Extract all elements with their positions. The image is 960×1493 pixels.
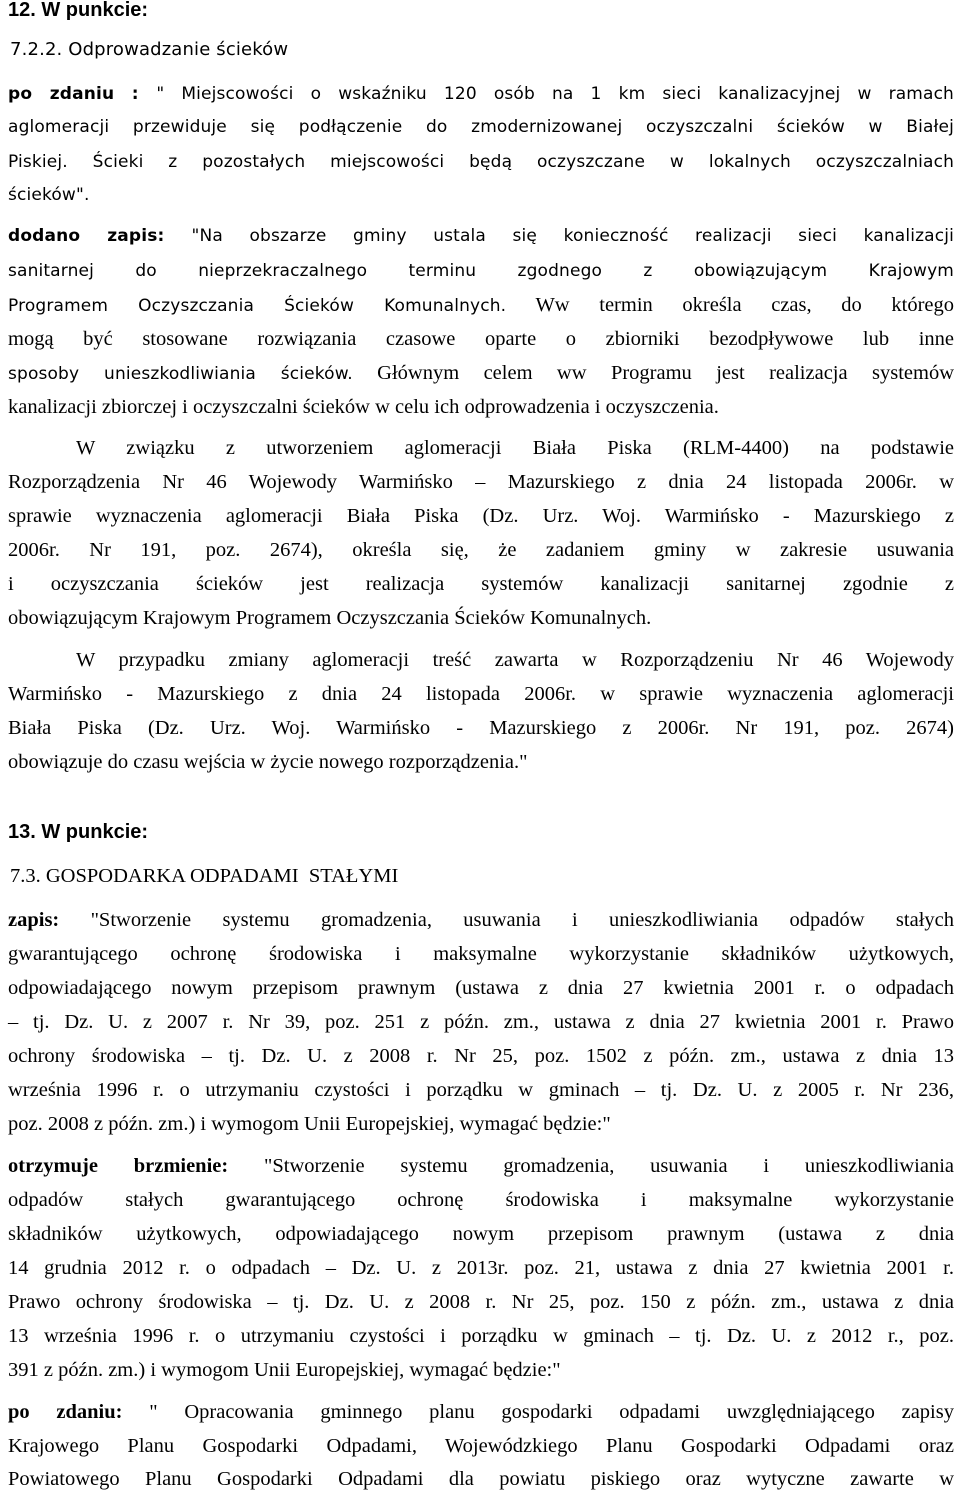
text-run: Programem Oczyszczania Ścieków Komunalnych.: [8, 296, 507, 316]
section-13-subheading: [10, 862, 956, 890]
paragraph-label: otrzymuje brzmienie:: [8, 1155, 264, 1177]
paragraph-line: 13 września 1996 r. o utrzymaniu czystości i porządku w gminach – tj. Dz. U. z 2012 r., poz.: [8, 1325, 954, 1347]
paragraph-line: odpadów stałych gwarantującego ochronę środowiska i maksymalne wykorzystanie: [8, 1189, 954, 1211]
paragraph-label: po zdaniu :: [8, 84, 157, 104]
paragraph-label: po zdaniu:: [8, 1401, 150, 1423]
paragraph-line: [8, 1398, 954, 1426]
text-run: Głównym celem ww Programu jest realizacja systemów: [352, 362, 955, 384]
subsection-title: Odprowadzanie ścieków: [62, 39, 289, 60]
paragraph-line: poz. 2008 z późn. zm.) i wymogom Unii Europejskiej, wymagać będzie:": [8, 1113, 611, 1135]
paragraph-line: [8, 80, 954, 108]
paragraph-line: Rozporządzenia Nr 46 Wojewody Warmińsko – Mazurskiego z dnia 24 listopada 2006r. w: [8, 471, 954, 493]
subsection-number: 7.2.2.: [10, 39, 63, 60]
paragraph-line: Prawo ochrony środowiska – tj. Dz. U. z 2008 r. Nr 25, poz. 150 z późn. zm., ustawa z dnia: [8, 1291, 954, 1313]
paragraph-line: W związku z utworzeniem aglomeracji Biała Piska (RLM-4400) na podstawie: [76, 437, 954, 459]
text-run: " Miejscowości o wskaźniku 120 osób na 1 km sieci kanalizacyjnej w ramach: [156, 84, 954, 104]
paragraph-line: Piskiej. Ścieki z pozostałych miejscowości będą oczyszczane w lokalnych oczyszczalniach: [8, 152, 954, 172]
text-run: sposoby unieszkodliwiania ścieków.: [8, 364, 353, 384]
paragraph-line: 391 z późn. zm.) i wymogom Unii Europejskiej, wymagać będzie:": [8, 1359, 561, 1381]
paragraph-line: – tj. Dz. U. z 2007 r. Nr 39, poz. 251 z późn. zm., ustawa z dnia 27 kwietnia 2001 r. Prawo: [8, 1011, 954, 1033]
section-12-heading: 12. W punkcie:: [8, 0, 149, 21]
paragraph-line: obowiązuje do czasu wejścia w życie nowego rozporządzenia.": [8, 751, 528, 773]
paragraph-line: [8, 1152, 954, 1180]
paragraph-line: odpowiadającego nowym przepisom prawnym (ustawa z dnia 27 kwietnia 2001 r. o odpadach: [8, 977, 954, 999]
paragraph-line: mogą być stosowane rozwiązania czasowe oparte o zbiorniki bezodpływowe lub inne: [8, 328, 954, 350]
paragraph-line: W przypadku zmiany aglomeracji treść zawarta w Rozporządzeniu Nr 46 Wojewody: [76, 649, 954, 671]
text-run: "Na obszarze gminy ustala się konieczność realizacji sieci kanalizacji: [191, 226, 954, 246]
paragraph-line: 2006r. Nr 191, poz. 2674), określa się, że zadaniem gminy w zakresie usuwania: [8, 539, 954, 561]
paragraph-line: Biała Piska (Dz. Urz. Woj. Warmińsko - Mazurskiego z 2006r. Nr 191, poz. 2674): [8, 717, 954, 739]
text-run: "Stworzenie systemu gromadzenia, usuwania i unieszkodliwiania odpadów stałych: [90, 909, 954, 931]
paragraph-line: [8, 359, 954, 388]
paragraph-line: aglomeracji przewiduje się podłączenie do zmodernizowanej oczyszczalni ścieków w Białej: [8, 117, 954, 137]
paragraph-line: sprawie wyznaczenia aglomeracji Biała Piska (Dz. Urz. Woj. Warmińsko - Mazurskiego z: [8, 505, 954, 527]
paragraph-line: Powiatowego Planu Gospodarki Odpadami dla powiatu piskiego oraz wytyczne zawarte w: [8, 1468, 954, 1490]
paragraph-label: zapis:: [8, 909, 91, 931]
paragraph-line: kanalizacji zbiorczej i oczyszczalni ścieków w celu ich odprowadzenia i oczyszczenia.: [8, 396, 719, 418]
text-run: "Stworzenie systemu gromadzenia, usuwania i unieszkodliwiania: [264, 1155, 954, 1177]
paragraph-line: gwarantującego ochronę środowiska i maksymalne wykorzystanie składników użytkowych,: [8, 943, 954, 965]
paragraph-line: [8, 222, 954, 250]
paragraph-line: [8, 906, 954, 934]
paragraph-line: ścieków".: [8, 185, 90, 205]
text-run: " Opracowania gminnego planu gospodarki odpadami uwzględniającego zapisy: [149, 1401, 954, 1423]
paragraph-line: i oczyszczania ścieków jest realizacja systemów kanalizacji sanitarnej zgodnie z: [8, 573, 954, 595]
paragraph-line: sanitarnej do nieprzekraczalnego terminu zgodnego z obowiązującym Krajowym: [8, 261, 954, 281]
paragraph-label: dodano zapis:: [8, 226, 192, 246]
subsection-title: GOSPODARKA ODPADAMI STAŁYMI: [40, 865, 399, 887]
paragraph-line: 14 grudnia 2012 r. o odpadach – Dz. U. z 2013r. poz. 21, ustawa z dnia 27 kwietnia 2001 r.: [8, 1257, 954, 1279]
paragraph-line: września 1996 r. o utrzymaniu czystości i porządku w gminach – tj. Dz. U. z 2005 r. Nr 236,: [8, 1079, 954, 1101]
section-13-heading: 13. W punkcie:: [8, 821, 149, 843]
paragraph-line: Krajowego Planu Gospodarki Odpadami, Wojewódzkiego Planu Gospodarki Odpadami oraz: [8, 1435, 954, 1457]
paragraph-line: Warmińsko - Mazurskiego z dnia 24 listopada 2006r. w sprawie wyznaczenia aglomeracji: [8, 683, 954, 705]
text-run: Ww termin określa czas, do którego: [506, 294, 954, 316]
paragraph-line: składników użytkowych, odpowiadającego nowym przepisom prawnym (ustawa z dnia: [8, 1223, 954, 1245]
paragraph-line: ochrony środowiska – tj. Dz. U. z 2008 r. Nr 25, poz. 1502 z późn. zm., ustawa z dnia 13: [8, 1045, 954, 1067]
section-12-subheading: [10, 36, 888, 64]
paragraph-line: obowiązującym Krajowym Programem Oczyszczania Ścieków Komunalnych.: [8, 607, 652, 629]
subsection-number: 7.3.: [10, 865, 41, 887]
paragraph-line: [8, 291, 954, 320]
